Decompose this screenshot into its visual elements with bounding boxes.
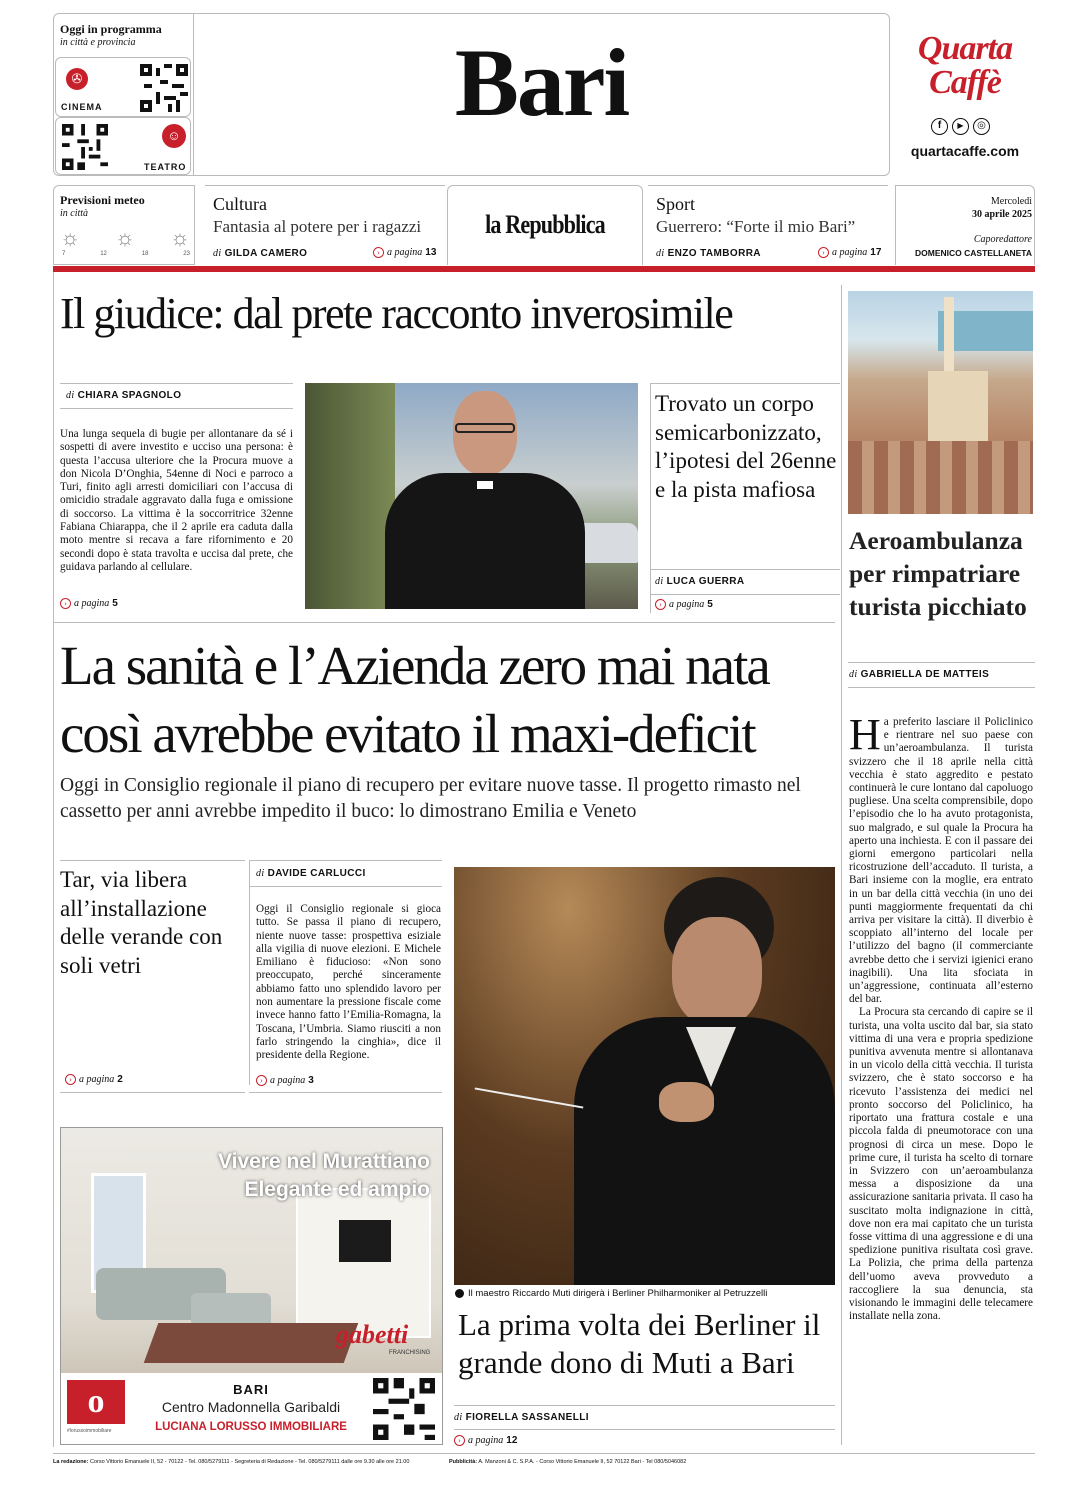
arrow-right-icon: › <box>256 1075 267 1086</box>
youtube-icon[interactable]: ▶ <box>952 118 969 135</box>
corpo-page-ref[interactable] <box>655 599 713 610</box>
bari-aerial-photo <box>848 291 1033 514</box>
byline-prefix: di <box>849 669 858 680</box>
muti-hand <box>659 1082 714 1122</box>
gabetti-sub: FRANCHISING <box>389 1350 431 1356</box>
priest-glasses <box>455 423 515 433</box>
meteo-times <box>62 251 190 257</box>
ad-agency-name: LUCIANA LORUSSO IMMOBILIARE <box>155 1421 347 1433</box>
sport-box[interactable] <box>648 185 888 265</box>
footer-left-label: La redazione: <box>53 1459 89 1465</box>
page-label: a pagina <box>79 1074 115 1085</box>
lead-byline <box>66 390 181 401</box>
lead-page: 5 <box>112 598 118 609</box>
page-label: a pagina <box>669 599 705 610</box>
meteo-time: 12 <box>100 251 107 257</box>
aero-body-1: a preferito lasciare il Policlinico e rientrare nel suo paese con un’aeroambulanza. Il turista svizzero che il 18 aprile nella città vecchia è stato aggredito e pestato continuerà le cure lontano dal capoluogo pugliese. Una scelta comprensibile, dopo l’episodio che lo ha avuto protagonista, suo malgrado, e sul quale la Procura ha aperto una inchiesta. E con il passare dei giorni emergono particolari nella ricostruzione dell’accaduto. Il turista, a Bari insieme con la moglie, era entrato in un bar della città vecchia (in uno dei punti maggiormente frequentati da chi arriva per visitare la città). Il diverbio è scoppiato all’interno del locale per l’utilizzo del bagno (il commerciante avrebbe detto che i servizi igienici erano inagibili). Una lita sfociata in un’aggressione, continuata all’esterno del bar. <box>849 716 1033 1006</box>
tar-page-ref[interactable] <box>65 1074 123 1085</box>
left-border <box>53 272 54 1447</box>
sport-author: ENZO TAMBORRA <box>667 248 761 259</box>
muti-author: FIORELLA SASSANELLI <box>465 1412 589 1423</box>
ad-bookshelf <box>296 1188 431 1338</box>
lead-byline-rule <box>60 383 293 384</box>
cinema-label: CINEMA <box>61 102 103 112</box>
consiglio-page-ref[interactable] <box>256 1075 314 1086</box>
ad-qr-code[interactable] <box>373 1378 435 1440</box>
red-rule <box>53 266 1035 272</box>
cultura-section: Cultura <box>213 194 267 214</box>
page-label: a pagina <box>387 247 423 258</box>
tar-page: 2 <box>117 1074 123 1085</box>
muti-page: 12 <box>506 1435 518 1446</box>
cathedral-body <box>928 371 988 441</box>
real-estate-ad[interactable] <box>60 1127 443 1445</box>
meteo-title: Previsioni meteo <box>60 193 145 207</box>
priest-body <box>385 473 585 609</box>
sport-section: Sport <box>656 194 696 214</box>
muti-caption-text: Il maestro Riccardo Muti dirigerà i Berliner Philharmoniker al Petruzzelli <box>468 1288 768 1299</box>
theater-masks-icon: ☺ <box>162 124 186 148</box>
consiglio-bottom-rule <box>249 1092 442 1093</box>
arrow-right-icon: › <box>655 599 666 610</box>
lead-page-ref[interactable] <box>60 598 118 609</box>
priest-photo <box>305 383 638 609</box>
teatro-label: TEATRO <box>144 162 187 172</box>
corpo-author: LUCA GUERRA <box>666 576 745 587</box>
arrow-right-icon: › <box>373 247 384 258</box>
corpo-side-rule <box>650 383 651 613</box>
ad-line-1: Vivere nel Murattiano <box>217 1150 430 1173</box>
sun-icon: ☼ <box>60 225 81 250</box>
facebook-icon[interactable]: f <box>931 118 948 135</box>
sanita-deck: Oggi in Consiglio regionale il piano di recupero per evitare nuove tasse. Il progetto rimasto nel cassetto per anni avrebbe impedito il buco: lo dimostrano Emilia e Veneto <box>60 775 801 822</box>
lead-headline: Il giudice: dal prete racconto inverosimile <box>60 289 733 338</box>
byline-prefix: di <box>655 576 664 587</box>
cultura-headline: Fantasia al potere per i ragazzi <box>213 217 422 236</box>
footer-left-text: Corso Vittorio Emanuele II, 52 - 70122 - Tel. 080/5279111 - Segreteria di Redazione - Tel. 080/5279111 dalle ore 9.30 alle ore 21.00 <box>89 1459 410 1465</box>
roofs-shape <box>848 441 1033 514</box>
priest-collar <box>477 481 493 489</box>
aero-byline-rule <box>848 662 1035 663</box>
photo-bullet-icon <box>455 1289 464 1298</box>
sanita-headline: La sanità e l’Azienda zero mai nata così avrebbe evitato il maxi-deficit <box>60 635 769 764</box>
footer-rule <box>53 1453 1035 1454</box>
meteo-time: 23 <box>183 251 190 257</box>
repubblica-logo[interactable]: la Repubblica <box>485 210 605 239</box>
consiglio-byline-rule <box>249 886 442 887</box>
page-label: a pagina <box>270 1075 306 1086</box>
muti-headline: La prima volta dei Berliner il grande dono di Muti a Bari <box>458 1307 821 1380</box>
byline-prefix: di <box>656 248 665 259</box>
arrow-right-icon: › <box>60 598 71 609</box>
lead-body: Una lunga sequela di bugie per allontanare da sé i sospetti di avere investito e ucciso una persona: è questa l’accusa ulteriore che la Procura muove a don Nicola D’Onghia, 54enne di Noci e parroco a Turi, finito agli arresti domiciliari con l’accusa di omicidio stradale aggravato dalla fuga e omissione di soccorso. La vittima è la soccorritrice 32enne Fabiana Chiarappa, che il 2 aprile era caduta dalla moto mentre si recava a fare rifornimento e 20 secondi dopo è stata travolta e uccisa dal prete, che guidava parlando al cellulare. <box>60 428 293 573</box>
teatro-qr-code[interactable] <box>62 124 108 170</box>
baton <box>475 1087 584 1108</box>
consiglio-rule <box>249 860 442 861</box>
ad-agency-logo: o <box>67 1380 125 1424</box>
muti-byline <box>454 1412 589 1423</box>
consiglio-side-rule <box>249 860 250 1085</box>
cultura-page-ref[interactable] <box>373 247 436 258</box>
column-divider <box>841 285 842 1445</box>
aero-byline-rule-2 <box>848 687 1035 688</box>
sun-icon: ☼ <box>114 225 136 250</box>
consiglio-body: Oggi il Consiglio regionale si gioca tutto. Se passa il piano di recupero, niente nuove tasse: prospettiva esiziale alla vigilia di nuove elezioni. E Michele Emiliano è fiducioso: «Non sono preoccupato, perché sinceramente abbiamo fatto uno splendido lavoro per non aumentare la pressione fiscale come invece hanno fatto l’Emilia-Romagna, la Toscana, l’Umbria. Siamo riusciti a non farlo stringendo la cinghia», dice il presidente della Regione. <box>256 903 441 1062</box>
cinema-qr-code[interactable] <box>140 64 188 112</box>
arrow-right-icon: › <box>65 1074 76 1085</box>
footer-right-label: Pubblicità: <box>449 1459 478 1465</box>
tree-shape <box>305 383 395 609</box>
footer-redazione <box>53 1459 409 1465</box>
corpo-rule <box>650 383 840 384</box>
consiglio-byline <box>256 868 366 879</box>
lead-author: CHIARA SPAGNOLO <box>77 390 182 401</box>
aero-author: GABRIELLA DE MATTEIS <box>860 669 990 680</box>
muti-page-ref[interactable] <box>454 1435 517 1446</box>
sport-byline <box>656 248 761 259</box>
consiglio-author: DAVIDE CARLUCCI <box>267 868 366 879</box>
programma-subtitle: in città e provincia <box>60 37 136 48</box>
sport-page-ref[interactable] <box>818 247 881 258</box>
sun-icon: ☼ <box>169 225 190 250</box>
ad-address: Centro Madonnella Garibaldi <box>161 1399 341 1415</box>
byline-prefix: di <box>66 390 75 401</box>
instagram-icon[interactable]: ◎ <box>973 118 990 135</box>
aero-byline <box>849 669 989 680</box>
cultura-page: 13 <box>425 247 437 258</box>
aero-body-2: La Procura sta cercando di capire se il turista, una volta uscito dal bar, sia stato vittima di una vera e propria spedizione punitiva avvenuta mentre si allontanava in un vicolo della città vecchia. Il turista svizzero, che è stato soccorso e ha ricevuto l’assistenza dei medici nel pronto soccorso del Policlinico, ha riportato una frattura costale e una piccola falda di pneumotorace con una prognosi di circa un mese. Dopo le prime cure, il turista ha scelto di tornare in Svizzero con un’aeroambulanza messa a disposizione da una assicurazione sanitaria privata. Il caso ha suscitato molta indignazione in città, dove non era mai capitato che un turista fosse vittima di una aggressione e di una spedizione punitiva risultata così grave. La Polizia, che prima della partenza dell’uomo aveva provveduto a raccogliere la sua denuncia, sta visionando le immagini delle telecamere installate nella zona. <box>849 1006 1033 1323</box>
page-label: a pagina <box>74 598 110 609</box>
corpo-page: 5 <box>707 599 713 610</box>
sport-headline: Guerrero: “Forte il mio Bari” <box>656 217 856 236</box>
meteo-time: 7 <box>62 251 66 257</box>
tar-headline: Tar, via libera all’installazione delle verande con soli vetri <box>60 867 223 978</box>
cultura-box[interactable] <box>205 185 445 265</box>
tar-bottom-rule <box>60 1092 245 1093</box>
page-label: a pagina <box>468 1435 504 1446</box>
muti-photo <box>454 867 835 1285</box>
ad-social: #lorussoimmobiliare <box>67 1428 112 1434</box>
gabetti-logo: gabetti <box>336 1320 409 1349</box>
sport-page: 17 <box>870 247 882 258</box>
arrow-right-icon: › <box>454 1435 465 1446</box>
cultura-author: GILDA CAMERO <box>224 248 308 259</box>
quarta-caffe-logo[interactable]: Quarta Caffè <box>917 30 1013 101</box>
programma-title: Oggi in programma <box>60 22 162 36</box>
meteo-subtitle: in città <box>60 208 89 219</box>
tar-rule <box>60 860 245 861</box>
dateline-day: Mercoledì <box>990 196 1032 207</box>
corpo-byline-rule-2 <box>650 594 840 595</box>
consiglio-page: 3 <box>308 1075 314 1086</box>
lead-byline-rule-2 <box>60 408 293 409</box>
aero-dropcap: H <box>849 716 881 759</box>
priest-head <box>453 391 517 475</box>
teatro-card[interactable] <box>55 117 191 175</box>
muti-face <box>672 917 762 1027</box>
corpo-headline: Trovato un corpo semicarbonizzato, l’ipotesi del 26enne e la pista mafiosa <box>655 391 837 502</box>
cinema-card[interactable] <box>55 57 191 117</box>
dateline-role: Caporedattore <box>973 234 1032 245</box>
quarta-caffe-url[interactable]: quartacaffe.com <box>910 143 1020 159</box>
cathedral-tower <box>944 297 954 377</box>
ad-city: BARI <box>233 1382 269 1397</box>
footer-pubblicita <box>449 1459 686 1465</box>
dateline-editor: DOMENICO CASTELLANETA <box>915 248 1032 258</box>
social-icons <box>931 118 990 135</box>
dateline-date: 30 aprile 2025 <box>972 209 1032 220</box>
byline-prefix: di <box>256 868 265 879</box>
page-label: a pagina <box>832 247 868 258</box>
byline-prefix: di <box>454 1412 463 1423</box>
ad-tv <box>339 1220 391 1262</box>
ad-rug <box>144 1323 359 1363</box>
corpo-byline <box>655 576 745 587</box>
aero-headline: Aeroambulanza per rimpatriare turista picchiato <box>849 526 1027 621</box>
film-reel-icon: ✇ <box>66 68 88 90</box>
cultura-byline <box>213 248 307 259</box>
muti-caption <box>455 1288 767 1299</box>
footer-right-text: A. Manzoni & C. S.P.A. - Corso Vittorio Emanuele II, 52 70122 Bari - Tel 080/5046082 <box>478 1459 687 1465</box>
corpo-byline-rule <box>650 569 840 570</box>
muti-byline-rule-2 <box>454 1429 835 1430</box>
section-rule <box>53 622 835 623</box>
arrow-right-icon: › <box>818 247 829 258</box>
ad-line-2: Elegante ed ampio <box>244 1178 430 1201</box>
masthead-title: Bari <box>454 29 629 136</box>
muti-byline-rule <box>454 1405 835 1406</box>
meteo-time: 18 <box>141 251 149 257</box>
aero-body <box>849 716 1033 1446</box>
byline-prefix: di <box>213 248 222 259</box>
